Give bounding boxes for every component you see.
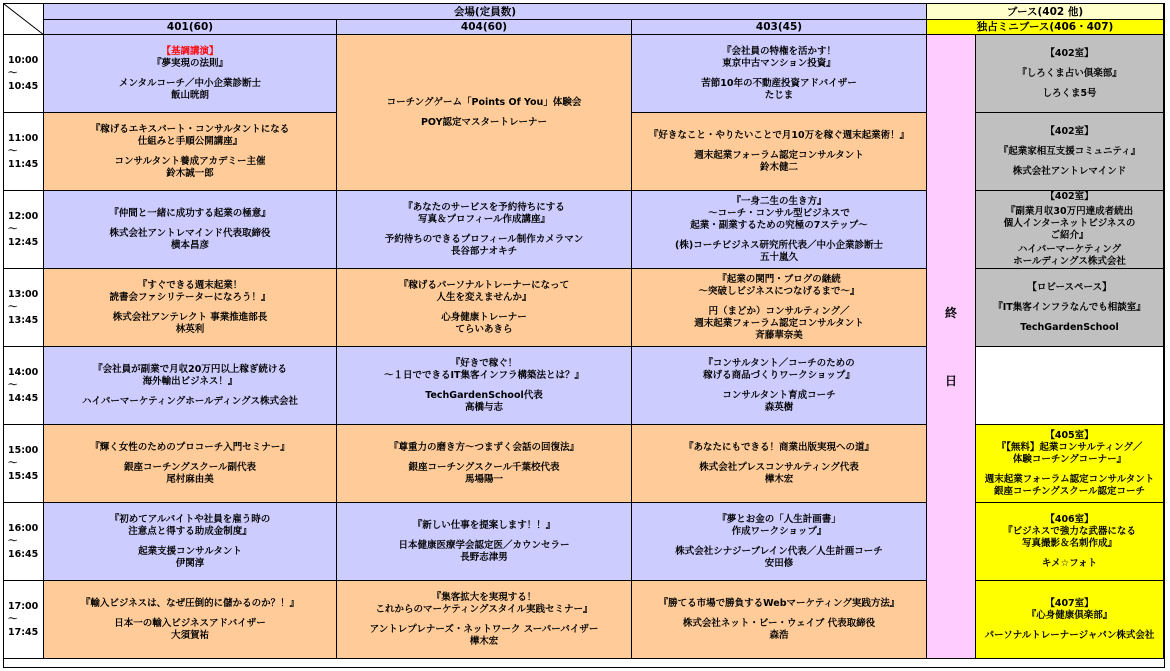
booth-room: 【402室】 — [1045, 191, 1094, 202]
time-slot — [4, 347, 44, 425]
session-speaker: ハイパーマーケティングホールディングス株式会社 — [82, 395, 298, 407]
time-separator: ～ — [8, 224, 18, 235]
booth-room: 【ロビースペース】 — [1027, 281, 1112, 293]
booth-cell — [976, 425, 1164, 503]
session-title: 『あなたのサービスを予約待ちにする — [403, 201, 565, 213]
session-title: 『稼げるエキスパート・コンサルタントになる — [90, 123, 290, 135]
session-title: 作成ワークショップ』 — [731, 525, 827, 537]
time-label: 15:00 — [8, 445, 39, 456]
time-separator: ～ — [8, 458, 18, 469]
session-title: 『新しい仕事を提案します！！』 — [412, 519, 556, 531]
time-label: 16:45 — [8, 549, 39, 560]
session-title: 仕組みと手順公開講座』 — [137, 135, 243, 147]
session-401 — [44, 191, 337, 269]
session-403 — [632, 347, 927, 425]
session-title: 『コンサルタント／コーチのための — [703, 357, 855, 369]
session-speaker: 森英樹 — [764, 401, 794, 413]
time-slot — [4, 581, 44, 659]
booth-speaker: 株式会社アントレマインド — [1012, 165, 1127, 177]
time-label: 14:00 — [8, 367, 39, 378]
time-separator: ～ — [8, 380, 18, 391]
session-speaker: 樺木宏 — [469, 635, 499, 647]
closed-column — [927, 35, 976, 659]
session-speaker: 日本健康医療学会認定医／カウンセラー — [398, 539, 570, 551]
session-speaker: (株)コーチビジネス研究所代表／中小企業診断士 — [675, 239, 883, 251]
session-speaker: 長谷部ナオキチ — [450, 245, 518, 257]
time-slot — [4, 269, 44, 347]
session-title: 海外輸出ビジネス！』 — [142, 375, 238, 387]
session-title: 『輸入ビジネスは、なぜ圧倒的に儲かるのか？！』 — [80, 597, 300, 609]
session-401 — [44, 35, 337, 113]
session-403 — [632, 425, 927, 503]
time-separator: ～ — [8, 146, 18, 157]
booth-speaker: キメ☆フォト — [1041, 557, 1098, 569]
session-title: 『輝く女性のためのプロコーチ入門セミナー』 — [90, 441, 290, 453]
session-title: 『起業の関門・ブログの継続 — [717, 273, 841, 285]
session-404 — [337, 269, 632, 347]
session-title: 『勝てる市場で勝負するWebマーケティング実践方法』 — [658, 597, 900, 609]
booth-speaker: ホールディングス株式会社 — [1013, 256, 1126, 267]
session-title: 読書会ファシリテーターになろう！』 — [109, 291, 271, 303]
time-slot — [4, 503, 44, 581]
booth-title: ご紹介』 — [1050, 229, 1089, 241]
booth-title: 個人インターネットビジネスの — [1003, 217, 1136, 229]
session-403 — [632, 35, 927, 113]
corner-cell — [4, 4, 44, 35]
session-speaker: POY認定マスタートレーナー — [420, 116, 548, 128]
time-slot — [4, 191, 44, 269]
session-tag: 【基調講演】 — [161, 45, 219, 57]
booth-cell — [976, 113, 1164, 191]
session-title: 『会社員の特権を活かす！ — [721, 45, 836, 57]
session-title: 起業・副業するための究極の7ステップ～ — [690, 219, 868, 231]
session-speaker: 馬場陽一 — [464, 473, 503, 485]
session-speaker: 森浩 — [769, 629, 789, 641]
booth-title: 『副業月収30万円達成者続出 — [1005, 205, 1134, 217]
session-title: 『一身二生の生き方』 — [731, 195, 827, 207]
booth-cell — [976, 269, 1164, 347]
time-label: 15:45 — [8, 471, 39, 482]
session-speaker: TechGardenSchool代表 — [425, 389, 543, 401]
booth-cell — [976, 35, 1164, 113]
session-speaker: 株式会社アントレマインド代表取締役 — [109, 227, 271, 239]
time-label: 14:45 — [8, 393, 39, 404]
session-speaker: アントレプレナーズ・ネットワーク スーパーバイザー — [369, 623, 599, 635]
booth-cell — [976, 581, 1164, 659]
session-title: 『夢とお金の「人生計画書」 — [717, 513, 841, 525]
time-label: 11:00 — [8, 133, 39, 144]
booth-speaker: TechGardenSchool — [1020, 321, 1119, 333]
venue-header: 会場(定員数) — [44, 4, 927, 20]
time-separator: ～ — [8, 68, 18, 79]
session-speaker: 鈴木健二 — [759, 161, 798, 173]
session-403 — [632, 581, 927, 659]
room-403-header: 403(45) — [632, 20, 927, 35]
session-title: 注意点と得する助成金制度』 — [128, 525, 252, 537]
session-speaker: 五十嵐久 — [759, 251, 798, 263]
time-label: 10:45 — [8, 81, 39, 92]
session-title: 『初めてアルバイトや社員を雇う時の — [109, 513, 271, 525]
booth-header: ブース(402 他) — [927, 4, 1164, 20]
session-404 — [337, 191, 632, 269]
time-separator: ～ — [8, 536, 18, 547]
session-speaker: 長野志津男 — [460, 551, 508, 563]
booth-title: 体験コーチングコーナー』 — [1012, 453, 1127, 465]
booth-speaker: しろくま5号 — [1042, 87, 1097, 99]
session-speaker: 日本一の輸入ビジネスアドバイザー — [114, 617, 266, 629]
time-label: 12:45 — [8, 237, 39, 248]
closed-char-2: 日 — [944, 373, 957, 388]
booth-title: 『IT集客インフラなんでも相談室』 — [993, 301, 1146, 313]
session-speaker: 株式会社ネット・ビー・ウェイブ 代表取締役 — [682, 617, 876, 629]
session-speaker: 株式会社シナジーブレイン代表／人生計画コーチ — [675, 545, 883, 557]
session-title: 『あなたにもできる！商業出版実現への道』 — [683, 441, 874, 453]
time-separator: ～ — [8, 302, 18, 313]
booth-cell — [976, 191, 1164, 269]
session-title: ～１日でできるIT集客インフラ構築法とは？』 — [383, 369, 584, 381]
booth-room: 【402室】 — [1045, 47, 1094, 59]
booth-cell — [976, 503, 1164, 581]
session-speaker: 鈴木誠一郎 — [166, 167, 214, 179]
session-401 — [44, 581, 337, 659]
booth-title: 『しろくま占い倶楽部』 — [1017, 67, 1122, 79]
session-title: 『すぐできる週末起業！ — [137, 279, 243, 291]
diagonal-line — [4, 4, 44, 35]
session-title: 人生を変えませんか』 — [436, 291, 532, 303]
booth-speaker: 銀座コーチングスクール認定コーチ — [993, 485, 1146, 497]
session-title: 『集客拡大を実現する！ — [431, 591, 537, 603]
session-401 — [44, 347, 337, 425]
mini-booth-header: 独占ミニブース(406・407) — [927, 20, 1164, 35]
time-label: 17:00 — [8, 601, 39, 612]
session-404 — [337, 581, 632, 659]
session-speaker: コンサルタント育成コーチ — [722, 389, 836, 401]
time-label: 13:45 — [8, 315, 39, 326]
booth-title: 『【無料】起業コンサルティング／ — [996, 441, 1143, 453]
session-speaker: 銀座コーチングスクール副代表 — [123, 461, 257, 473]
booth-speaker: 週末起業フォーラム認定コンサルタント — [984, 473, 1155, 485]
session-speaker: たじま — [764, 89, 794, 101]
session-speaker: 林英利 — [175, 323, 205, 335]
booth-speaker: ハイパーマーケティング — [1017, 244, 1122, 255]
session-404 — [337, 503, 632, 581]
session-title: ～コーチ・コンサル型ビジネスで — [708, 207, 850, 219]
booth-room: 【407室】 — [1045, 597, 1094, 609]
room-404-header: 404(60) — [337, 20, 632, 35]
session-speaker: コンサルタント養成アカデミー主催 — [114, 155, 266, 167]
session-401 — [44, 113, 337, 191]
session-401 — [44, 269, 337, 347]
time-label: 12:00 — [8, 211, 39, 222]
session-speaker: 株式会社アンテレクト 事業推進部長 — [112, 311, 268, 323]
booth-room: 【405室】 — [1045, 429, 1094, 441]
session-title: 『好きで稼ぐ！ — [450, 357, 518, 369]
session-404 — [337, 347, 632, 425]
session-speaker: 尾村麻由美 — [166, 473, 214, 485]
session-speaker: 伊関淳 — [175, 557, 205, 569]
room-401-header: 401(60) — [44, 20, 337, 35]
time-slot — [4, 113, 44, 191]
time-label: 17:45 — [8, 627, 39, 638]
session-title: 『夢実現の法則』 — [151, 57, 228, 69]
session-title: ～突破しビジネスにつなげるまで～』 — [698, 285, 860, 297]
session-speaker: 株式会社プレスコンサルティング代表 — [699, 461, 859, 473]
session-speaker: 予約待ちのできるプロフィール制作カメラマン — [384, 233, 584, 245]
booth-title: 『心身健康倶楽部』 — [1026, 609, 1113, 621]
session-403 — [632, 113, 927, 191]
session-404 — [337, 425, 632, 503]
time-slot — [4, 425, 44, 503]
session-403 — [632, 269, 927, 347]
time-label: 13:00 — [8, 289, 39, 300]
session-speaker: 飯山晄朗 — [170, 89, 209, 101]
time-label: 10:00 — [8, 55, 39, 66]
session-speaker: 斉藤華奈美 — [755, 329, 803, 341]
closed-char-1: 終 — [944, 305, 957, 320]
session-speaker: 円（まどか）コンサルティング／ — [708, 305, 850, 317]
session-title: 東京中古マンション投資』 — [722, 57, 836, 69]
session-speaker: てらいあきら — [455, 323, 513, 335]
session-401 — [44, 425, 337, 503]
session-speaker: 苦節10年の不動産投資アドバイザー — [701, 77, 857, 89]
session-title: 『尊重力の磨き方～つまずく会話の回復法』 — [388, 441, 579, 453]
booth-title: 『起業家相互支援コミュニティ』 — [998, 145, 1141, 157]
session-speaker: 起業支援コンサルタント — [138, 545, 242, 557]
booth-cell — [976, 347, 1164, 425]
booth-speaker: パーソナルトレーナージャパン株式会社 — [984, 629, 1155, 641]
session-title: 『稼げるパーソナルトレーナーになって — [398, 279, 570, 291]
session-speaker: 心身健康トレーナー — [441, 311, 527, 323]
session-speaker: 週末起業フォーラム認定コンサルタント — [694, 317, 864, 329]
session-title: 『会社員が副業で月収20万円以上稼ぎ続ける — [93, 363, 287, 375]
schedule-table — [3, 3, 1165, 668]
session-title: 『好きなこと・やりたいことで月10万を稼ぐ週末起業術！』 — [648, 129, 910, 141]
session-403 — [632, 191, 927, 269]
time-label: 16:00 — [8, 523, 39, 534]
session-speaker: メンタルコーチ／中小企業診断士 — [118, 77, 262, 89]
session-speaker: 大須賀祐 — [170, 629, 209, 641]
booth-room: 【402室】 — [1045, 125, 1094, 137]
session-404-merged — [337, 35, 632, 191]
session-title: 『仲間と一緒に成功する起業の極意』 — [109, 207, 271, 219]
session-title: 写真＆プロフィール作成講座』 — [417, 213, 551, 225]
session-403 — [632, 503, 927, 581]
booth-title: 写真撮影＆名刺作成』 — [1021, 537, 1117, 549]
session-401 — [44, 503, 337, 581]
booth-room: 【406室】 — [1045, 513, 1094, 525]
session-speaker: 高橋与志 — [464, 401, 503, 413]
session-speaker: 横本昌彦 — [170, 239, 209, 251]
time-separator: ～ — [8, 614, 18, 625]
session-title: 稼げる商品づくりワークショップ』 — [703, 369, 855, 381]
session-speaker: 樺木宏 — [764, 473, 794, 485]
session-speaker: 週末起業フォーラム認定コンサルタント — [694, 149, 864, 161]
session-speaker: 安田修 — [764, 557, 794, 569]
time-label: 11:45 — [8, 159, 39, 170]
session-speaker: 銀座コーチングスクール千葉校代表 — [408, 461, 560, 473]
session-title: コーチングゲーム「Points Of You」体験会 — [386, 96, 582, 108]
booth-title: 『ビジネスで強力な武器になる — [1003, 525, 1136, 537]
time-slot — [4, 35, 44, 113]
session-title: これからのマーケティングスタイル実践セミナー』 — [375, 603, 593, 615]
